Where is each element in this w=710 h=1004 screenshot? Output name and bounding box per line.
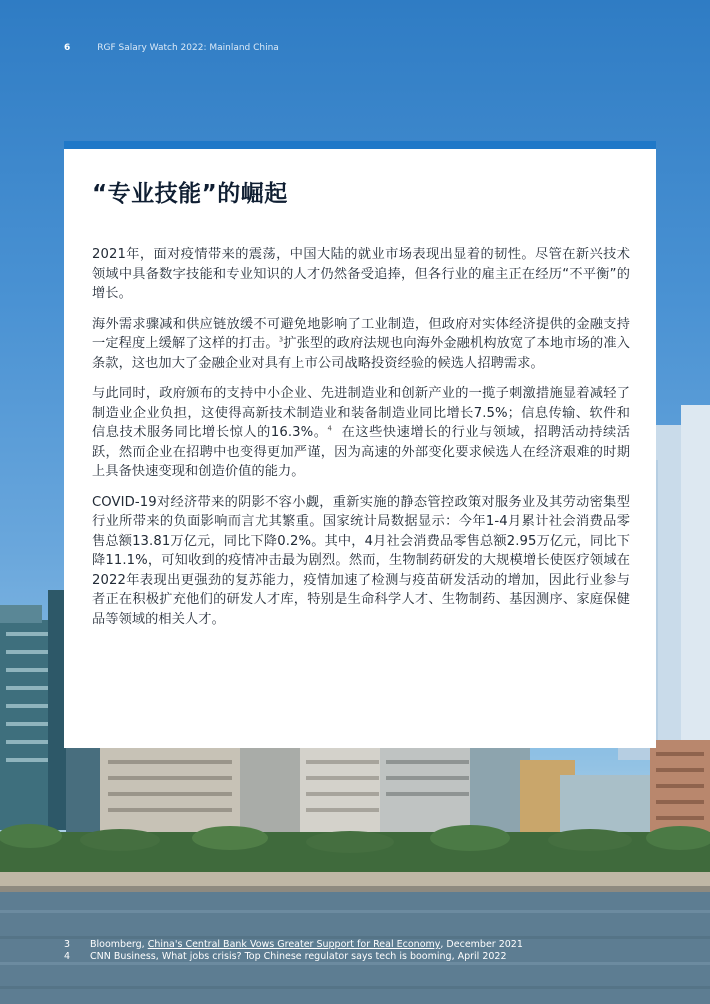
footnote-number: 4 [64,951,71,962]
footnote-link[interactable]: China's Central Bank Vows Greater Support for Real Economy [147,939,441,950]
paragraph-4 [92,493,630,630]
footnote-ref-4[interactable]: 4 [327,424,333,433]
paragraph-text: 2021年，面对疫情带来的震荡，中国大陆的就业市场表现出显着的韧性。尽管在新兴技术领域中具备数字技能和专业知识的人才仍然备受追捧，但各行业的雇主正在经历“不平衡”的增长。 [92,247,630,301]
footnote-ref-3[interactable]: 3 [278,335,284,344]
footnotes [64,939,523,963]
article-card [64,141,656,748]
footnote-date: , December 2021 [440,939,523,950]
footnote-4 [64,951,523,963]
paragraph-1 [92,245,630,304]
page-number: 6 [64,43,71,53]
footnote-3 [64,939,523,951]
paragraph-3 [92,384,630,482]
paragraph-text: 海外需求骤减和供应链放缓不可避免地影响了工业制造，但政府对实体经济提供的金融支持一定程度上缓解了这样的打击。 [92,316,630,351]
paragraph-2 [92,315,630,374]
running-title: RGF Salary Watch 2022: Mainland China [97,43,279,53]
article-body [92,245,630,640]
article-title: “专业技能”的崛起 [92,181,288,207]
footnote-number: 3 [64,939,71,950]
footnote-source: Bloomberg, [90,939,148,950]
footnote-date: , April 2022 [451,951,507,962]
footnote-source: CNN Business, [90,951,162,962]
paragraph-text-continued: 扩张型的政府法规也向海外金融机构放宽了本地市场的准入条款，这也加大了金融企业对具有上市公司战略投资经验的候选人招聘需求。 [92,336,630,371]
paragraph-text-continued: 在这些快速增长的行业与领域，招聘活动持续活跃，然而企业在招聘中也变得更加严谨，因为高速的外部变化要求候选人在经济艰难的时期上具备快速变现和创造价值的能力。 [92,425,630,479]
paragraph-text: 与此同时，政府颁布的支持中小企业、先进制造业和创新产业的一揽子刺激措施显着减轻了制造业企业负担，这使得高新技术制造业和装备制造业同比增长7.5%；信息传输、软件和信息技术服务同比增长惊人的16.3%。 [92,386,630,440]
footnote-title: What jobs crisis? Top Chinese regulator says tech is booming [161,951,452,962]
paragraph-text: COVID-19对经济带来的阴影不容小觑，重新实施的静态管控政策对服务业及其劳动密集型行业所带来的负面影响而言尤其繁重。国家统计局数据显示：今年1-4月累计社会消费品零售总额13.81万亿元，同比下降0.2%。其中，4月社会消费品零售总额2.95万亿元，同比下降11.1%，可知收到的疫情冲击最为剧烈。然而，生物制药研发的大规模增长使医疗领域在 2022年表现出更强劲的复苏能力，疫情加速了检测与疫苗研发活动的增加，因此行业参与者正在积极扩充他们的研发人才库，特别是生命科学人才、生物制药、基因测序、家庭保健品等领域的相关人才。 [92,494,630,627]
running-header [64,41,279,55]
